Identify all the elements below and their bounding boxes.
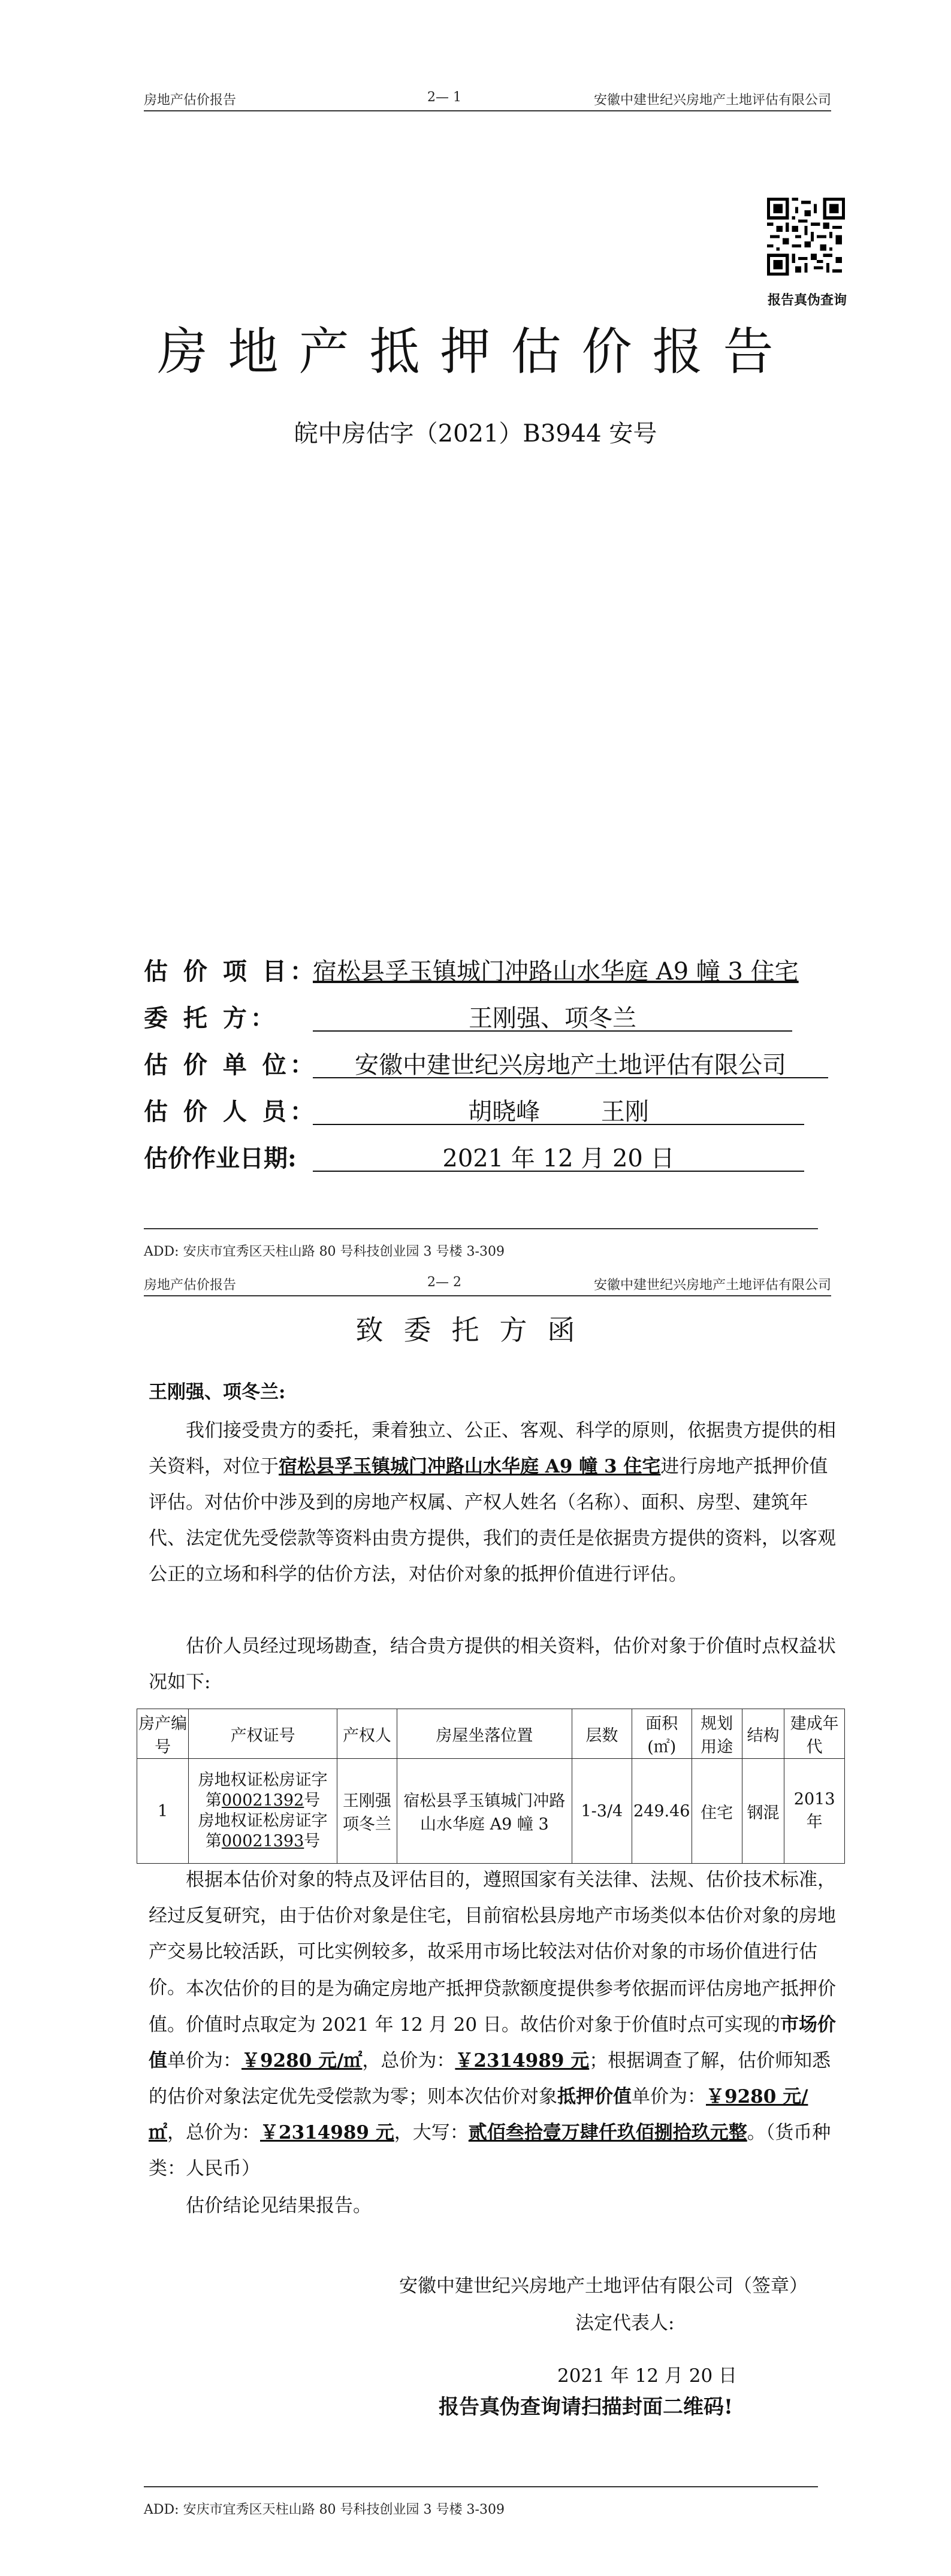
para4-mortgage-value: 抵押价值 xyxy=(557,2086,632,2108)
legal-representative: 法定代表人: xyxy=(575,2312,675,2334)
para1-text-a: 我们接受贵方的委托，秉着独立、公正、客观、科学的原则，依据贵方提供的相关资料，对位于 xyxy=(149,1420,836,1477)
para4-text-a: 本次估价的目的是为确定房地产抵押贷款额度提供参考依据而评估房地产抵押价值。价值时点取定为 2021 年 12 月 20 日。故估价对象于价值时点可实现的 xyxy=(149,1978,836,2036)
property-table xyxy=(137,1709,845,1864)
para4-text-o: 。（货币种类：人民币） xyxy=(149,2122,831,2179)
cert1-number: 00021392 xyxy=(221,1791,304,1810)
th-floors: 层数 xyxy=(572,1709,632,1759)
cell-area: 249.46 xyxy=(632,1759,692,1864)
qr-code-icon[interactable] xyxy=(767,198,845,276)
document-number: 皖中房估字（2021）B3944 安号 xyxy=(294,420,657,448)
cert2-prefix: 房地权证松房证字第 xyxy=(198,1812,328,1851)
cell-owner: 王刚强项冬兰 xyxy=(337,1759,397,1864)
paragraph-5: 估价结论见结果报告。 xyxy=(186,2195,372,2217)
th-area: 面积(㎡) xyxy=(632,1709,692,1759)
para4-market-total: ￥2314989 元 xyxy=(455,2050,590,2072)
field-project-label: 估 价 项 目： xyxy=(144,957,318,985)
th-no: 房产编号 xyxy=(137,1709,189,1759)
field-appraisers-value: 胡晓峰 王刚 xyxy=(313,1093,804,1125)
cert2-number: 00021393 xyxy=(221,1832,304,1851)
paragraph-4 xyxy=(149,1971,844,2187)
para4-text-g: ；根据调查了解，估价师知悉的估价对象法定优先受偿款为零；则本次估价对象 xyxy=(149,2050,831,2108)
para1-text-c: 进行房地产抵押价值评估。对估价中涉及到的房地产权属、产权人姓名（名称）、面积、房型、建筑年代、法定优先受偿款等资料由贵方提供，我们的责任是依据贵方提供的资料，以客观公正的立场和科学的估价方法，对估价对象的抵押价值进行评估。 xyxy=(149,1456,836,1585)
letter-title: 致委托方函 xyxy=(355,1314,596,1346)
cell-structure: 钢混 xyxy=(742,1759,784,1864)
para1-property-address: 宿松县孚玉镇城门冲路山水华庭 A9 幢 3 住宅 xyxy=(279,1456,661,1477)
header-page-number: 2— 2 xyxy=(427,1275,461,1290)
field-date-value: 2021 年 12 月 20 日 xyxy=(313,1139,804,1172)
field-unit-value: 安徽中建世纪兴房地产土地评估有限公司 xyxy=(313,1046,828,1078)
th-use: 规划用途 xyxy=(692,1709,742,1759)
page1-footer: ADD: 安庆市宜秀区天柱山路 80 号科技创业园 3 号楼 3-309 xyxy=(144,1244,505,1259)
para4-mortgage-unit-price: ￥9280 元/㎡ xyxy=(149,2086,808,2143)
field-date xyxy=(144,1139,863,1175)
para4-market-value: 市场价值 xyxy=(149,2014,836,2072)
th-year: 建成年代 xyxy=(784,1709,845,1759)
field-client-value: 王刚强、项冬兰 xyxy=(313,999,792,1032)
page2-footer: ADD: 安庆市宜秀区天柱山路 80 号科技创业园 3 号楼 3-309 xyxy=(144,2502,505,2517)
cell-use: 住宅 xyxy=(692,1759,742,1864)
page1-footer-line xyxy=(144,1228,818,1229)
report-title: 房地产抵押估价报告 xyxy=(157,322,794,381)
th-cert: 产权证号 xyxy=(189,1709,337,1759)
header-left: 房地产估价报告 xyxy=(144,1278,237,1293)
field-project-value: 宿松县孚玉镇城门冲路山水华庭 A9 幢 3 住宅 xyxy=(313,958,799,985)
field-unit-label: 估 价 单 位： xyxy=(144,1051,318,1079)
paragraph-2: 估价人员经过现场勘查，结合贵方提供的相关资料，估价对象于价值时点权益状况如下: xyxy=(149,1635,836,1693)
header-left: 房地产估价报告 xyxy=(144,93,237,108)
paragraph-3: 根据本估价对象的特点及评估目的，遵照国家有关法律、法规、估价技术标准，经过反复研究，由于估价对象是住宅，目前宿松县房地产市场类似本估价对象的房地产交易比较活跃，可比实例较多，故采用市场比较法对估价对象的市场价值进行估价。 xyxy=(149,1869,836,1998)
cell-year: 2013 年 xyxy=(784,1759,845,1864)
field-appraisers-label: 估 价 人 员： xyxy=(144,1097,318,1126)
para4-text-i: 单价为： xyxy=(632,2086,706,2108)
field-date-label: 估价作业日期: xyxy=(144,1144,297,1172)
field-appraisers xyxy=(144,1093,863,1129)
company-signature: 安徽中建世纪兴房地产土地评估有限公司（签章） xyxy=(399,2275,808,2297)
para4-text-m: ，大写： xyxy=(394,2122,469,2143)
qr-label: 报告真伪查询 xyxy=(767,292,847,308)
page2-header xyxy=(144,1275,831,1296)
paragraph-1 xyxy=(149,1413,844,1592)
cell-cert xyxy=(189,1759,337,1864)
cell-location: 宿松县孚玉镇城门冲路山水华庭 A9 幢 3 xyxy=(397,1759,572,1864)
verify-note: 报告真伪查询请扫描封面二维码! xyxy=(439,2395,733,2419)
para4-text-c: 单价为： xyxy=(167,2050,241,2072)
cell-no: 1 xyxy=(137,1759,189,1864)
para4-amount-in-words: 贰佰叁拾壹万肆仟玖佰捌拾玖元整 xyxy=(468,2122,747,2143)
field-client-label: 委 托 方： xyxy=(144,1004,278,1032)
field-client xyxy=(144,999,863,1035)
cert2-suffix: 号 xyxy=(304,1832,321,1851)
th-location: 房屋坐落位置 xyxy=(397,1709,572,1759)
para4-text-e: ，总价为： xyxy=(362,2050,455,2072)
cell-floors: 1-3/4 xyxy=(572,1759,632,1864)
th-owner: 产权人 xyxy=(337,1709,397,1759)
header-page-number: 2— 1 xyxy=(427,90,461,105)
para4-mortgage-total: ￥2314989 元 xyxy=(260,2122,394,2143)
table-header-row xyxy=(137,1709,845,1759)
cert1-suffix: 号 xyxy=(304,1791,321,1810)
header-right: 安徽中建世纪兴房地产土地评估有限公司 xyxy=(593,1278,831,1293)
signature-date: 2021 年 12 月 20 日 xyxy=(557,2365,738,2387)
field-project xyxy=(144,953,863,988)
addressee: 王刚强、项冬兰: xyxy=(149,1381,286,1403)
para4-market-unit-price: ￥9280 元/㎡ xyxy=(241,2050,363,2072)
th-structure: 结构 xyxy=(742,1709,784,1759)
cert1-prefix: 房地权证松房证字第 xyxy=(198,1771,328,1810)
header-right: 安徽中建世纪兴房地产土地评估有限公司 xyxy=(593,93,831,108)
field-unit xyxy=(144,1046,863,1082)
page1-header xyxy=(144,90,831,111)
page2-footer-line xyxy=(144,2486,818,2487)
para4-text-k: ，总价为： xyxy=(167,2122,260,2143)
table-row xyxy=(137,1759,845,1864)
